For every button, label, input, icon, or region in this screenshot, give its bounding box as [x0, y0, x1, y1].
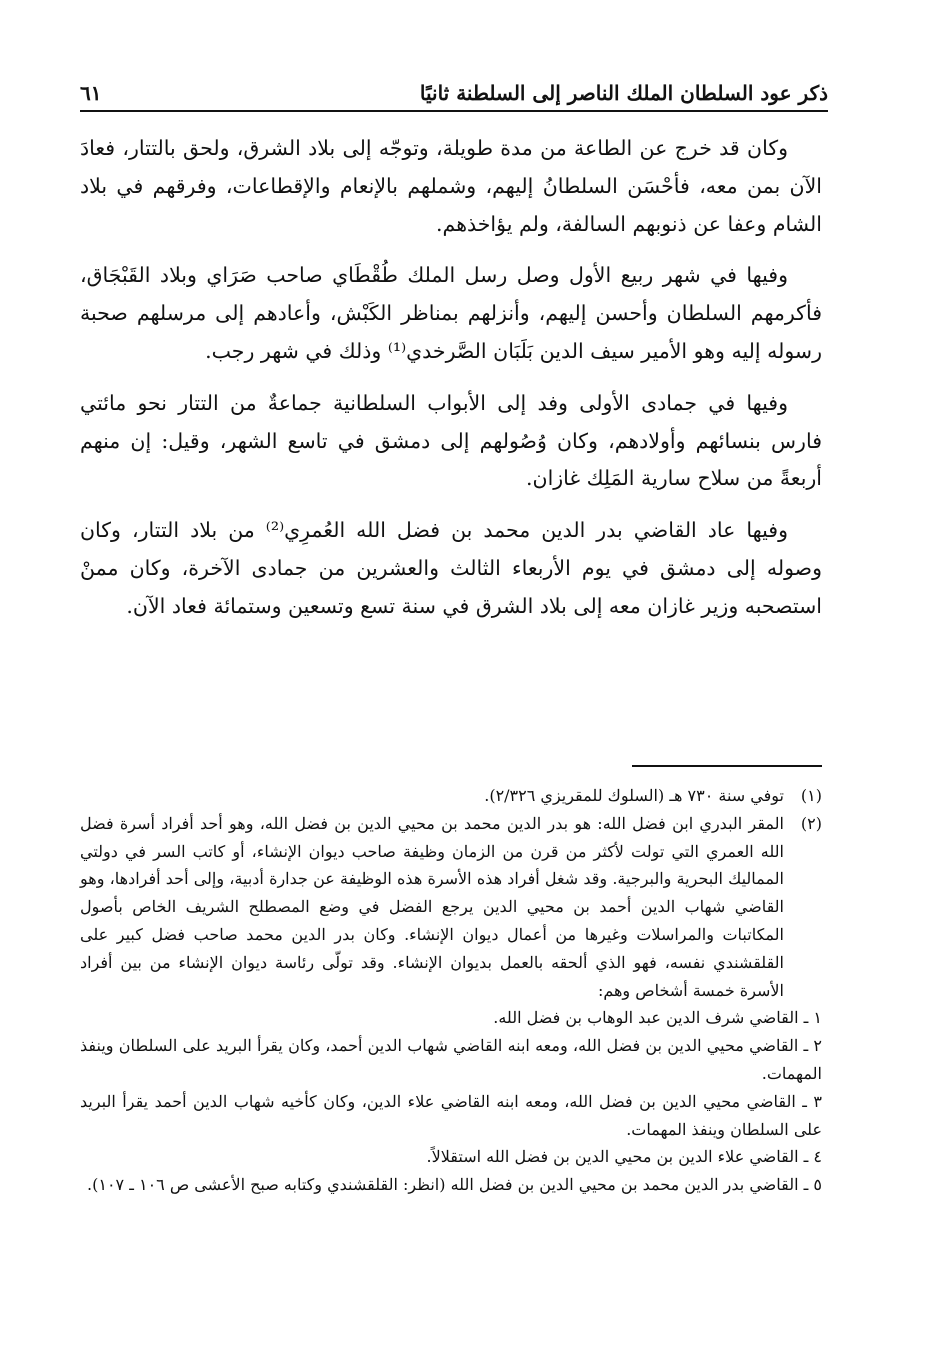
- running-title: ذكر عود السلطان الملك الناصر إلى السلطنة ثانيًا: [419, 81, 828, 105]
- page-number: ٦١: [80, 81, 102, 105]
- list-item-number: ٣ ـ: [796, 1092, 822, 1111]
- page-header: [80, 72, 828, 112]
- list-item: [80, 1004, 822, 1032]
- footnote-text: توفي سنة ٧٣٠ هـ (السلوك للمقريزي ٢/٣٢٦).: [484, 786, 784, 805]
- list-item-text: القاضي محيي الدين بن فضل الله، ومعه ابنه القاضي علاء الدين، وكان كأخيه شهاب الدين أحمد يقرأ البريد على السلطان وينفذ المهمات.: [80, 1091, 822, 1139]
- footnote-number: (١): [800, 786, 822, 805]
- paragraph: وكان قد خرج عن الطاعة من مدة طويلة، وتوجّه إلى بلاد الشرق، ولحق بالتتار، فعادَ الآن بمن معه، فأحْسَن السلطانُ إليهم، وشملهم بالإنعام والإقطاعات، وفرقهم في بلاد الشام وعفا عن ذنوبهم السالفة، ولم يؤاخذهم.: [80, 136, 822, 236]
- list-item-text: القاضي محيي الدين بن فضل الله، ومعه ابنه القاضي شهاب الدين أحمد، وكان يقرأ البريد على السلطان وينفذ المهمات.: [80, 1036, 822, 1083]
- footnote: [80, 782, 822, 810]
- list-item-number: ٤ ـ: [799, 1147, 822, 1166]
- footnote-divider: [632, 765, 822, 767]
- list-item-text: القاضي بدر الدين محمد بن محيي الدين بن فضل الله (انظر: القلقشندي وكتابه صبح الأعشى ص ١٠٦ ـ ١٠٧).: [87, 1175, 799, 1195]
- paragraph: وفيها في جمادى الأولى وفد إلى الأبواب السلطانية جماعةٌ من التتار نحو مائتي فارس بنسائهم وأولادهم، وكان وُصُولهم إلى دمشق في تاسع الشهر، وقيل: إن منهم أربعةً من سلاح سارية المَلِك غازان.: [80, 390, 822, 491]
- footnote-text: المقر البدري ابن فضل الله: هو بدر الدين محمد بن محيي الدين بن فضل الله، وهو أحد أفراد أسرة فضل الله العمري التي تولت لأكثر من قرن من الزمان وظيفة صاحب ديوان الإنشاء، أو كاتب السر في دولتي المماليك البحرية والبرجية. وقد شغل أفراد هذه الأسرة هذه الوظيفة عن جدارة أدبية، وإلى أحد أفرادها، وهو القاضي شهاب الدين أحمد بن محيي الدين يرجع الفضل في وضع المصطلح الشريف الخاص بأصول المكاتبات والمراسلات وغيرها من أعمال ديوان الإنشاء. وكان بدر الدين محمد صاحب فضل كبير على القلقشندي نفسه، فهو الذي ألحقه بالعمل بديوان الإنشاء. وقد تولّى رئاسة ديوان الإنشاء من بين أفراد الأسرة خمسة أشخاص وهم:: [80, 813, 784, 1000]
- footnote: [80, 810, 822, 1005]
- list-item-number: ٥ ـ: [799, 1175, 822, 1194]
- list-item-number: ٢ ـ: [798, 1036, 822, 1055]
- list-item: [80, 1088, 822, 1144]
- footnote-number: (٢): [800, 813, 822, 833]
- list-item: [80, 1032, 822, 1088]
- footnotes: [80, 782, 822, 1199]
- list-item-text: القاضي شرف الدين عبد الوهاب بن فضل الله.: [493, 1008, 799, 1028]
- paragraph: وفيها عاد القاضي بدر الدين محمد بن فضل الله العُمرِي⁽²⁾ من بلاد التتار، وكان وصوله إلى دمشق في يوم الأربعاء الثالث والعشرين من جمادى الآخرة، وكان ممنْ استصحبه وزير غازان معه إلى بلاد الشرق في سنة تسع وتسعين وستمائة فعاد الآن.: [80, 518, 822, 618]
- main-text: [80, 130, 822, 640]
- footnote-list: [80, 1004, 822, 1199]
- list-item: [80, 1143, 822, 1171]
- list-item-number: ١ ـ: [799, 1008, 822, 1027]
- list-item: [80, 1171, 822, 1199]
- list-item-text: القاضي علاء الدين بن محيي الدين بن فضل الله استقلالاً.: [426, 1147, 799, 1167]
- paragraph: وفيها في شهر ربيع الأول وصل رسل الملك طُقْطَاي صاحب صَرَاي وبلاد القَبْجَاق، فأكرمهم السلطان وأحسن إليهم، وأنزلهم بمناظر الكَبْش، وأعادهم إلى مرسلهم صحبة رسوله إليه وهو الأمير سيف الدين بَلَبَان الصَّرخدي⁽¹⁾ وذلك في شهر رجب.: [80, 263, 822, 363]
